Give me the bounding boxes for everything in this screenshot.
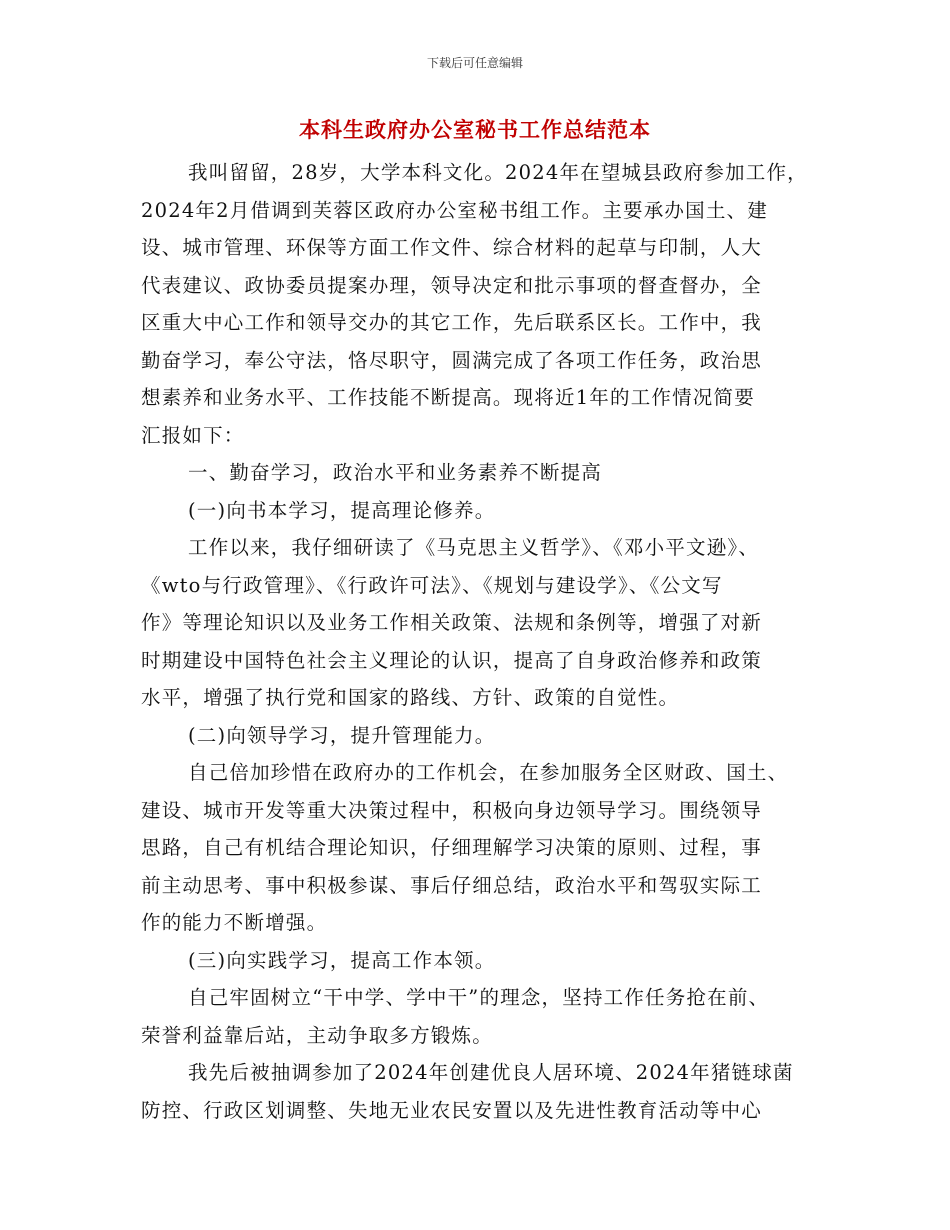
text-line: 作的能力不断增强。 (141, 911, 328, 934)
text-line: 荣誉利益靠后站，主动争取多方锻炼。 (141, 1023, 493, 1047)
text-line: 勤奋学习，奉公守法，恪尽职守，圆满完成了各项工作任务，政治思 (141, 348, 763, 372)
text-line: 区重大中心工作和领导交办的其它工作，先后联系区长。工作中，我 (141, 311, 763, 334)
subsection-heading: (三)向实践学习，提高工作本领。 (188, 948, 496, 972)
text-line: 设、城市管理、环保等方面工作文件、综合材料的起草与印制，人大 (141, 236, 763, 259)
text-line: 防控、行政区划调整、失地无业农民安置以及先进性教育活动等中心 (141, 1098, 763, 1122)
text-line: 自己倍加珍惜在政府办的工作机会，在参加服务全区财政、国土、 (188, 761, 789, 784)
text-line: 时期建设中国特色社会主义理论的认识，提高了自身政治修养和政策 (141, 648, 763, 672)
text-line: 我先后被抽调参加了2024年创建优良人居环境、2024年猪链球菌 (188, 1061, 794, 1084)
text-line: 汇报如下： (141, 423, 245, 447)
text-line: 2024年2月借调到芙蓉区政府办公室秘书组工作。主要承办国土、建 (141, 198, 768, 222)
text-line: 水平，增强了执行党和国家的路线、方针、政策的自觉性。 (141, 686, 680, 709)
text-line: 思路，自己有机结合理论知识，仔细理解学习决策的原则、过程，事 (141, 836, 763, 859)
text-line: 作》等理论知识以及业务工作相关政策、法规和条例等，增强了对新 (141, 611, 763, 634)
section-heading: 一、勤奋学习，政治水平和业务素养不断提高 (188, 461, 603, 484)
header-note: 下载后可任意编辑 (426, 56, 523, 70)
text-line: 工作以来，我仔细研读了《马克思主义哲学》、《邓小平文逊》、 (188, 536, 760, 559)
document-title: 本科生政府办公室秘书工作总结范本 (299, 118, 651, 142)
text-line: 我叫留留，28岁，大学本科文化。2024年在望城县政府参加工作， (188, 161, 808, 184)
text-line: 《wto与行政管理》、《行政许可法》、《规划与建设学》、《公文写 (141, 573, 723, 597)
text-line: 建设、城市开发等重大决策过程中，积极向身边领导学习。围绕领导 (141, 798, 763, 822)
text-line: 想素养和业务水平、工作技能不断提高。现将近1年的工作情况简要 (141, 386, 755, 409)
text-line: 自己牢固树立“干中学、学中干”的理念，坚持工作任务抢在前、 (188, 986, 770, 1009)
subsection-heading: (二)向领导学习，提升管理能力。 (188, 723, 496, 747)
text-line: 前主动思考、事中积极参谋、事后仔细总结，政治水平和驾驭实际工 (141, 873, 763, 897)
subsection-heading: (一)向书本学习，提高理论修养。 (188, 498, 496, 522)
text-line: 代表建议、政协委员提案办理，领导决定和批示事项的督查督办，全 (141, 273, 763, 297)
document-body (141, 154, 811, 1129)
